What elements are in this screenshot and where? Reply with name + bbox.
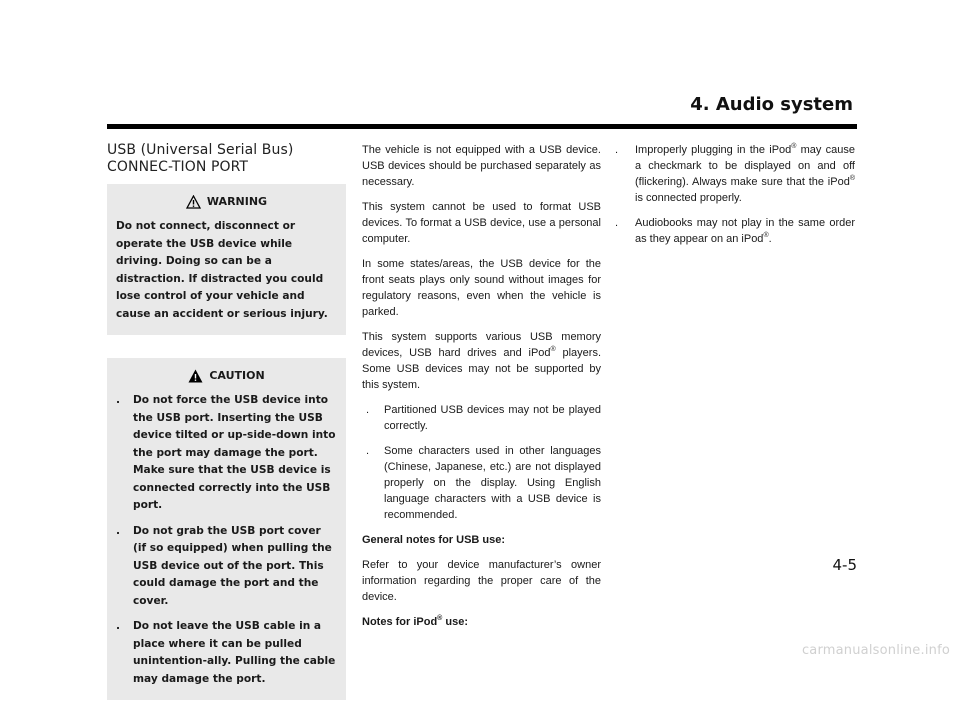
watermark: carmanualsonline.info	[801, 643, 950, 658]
registered-mark: ®	[550, 346, 556, 353]
chapter-title: 4. Audio system	[690, 94, 853, 115]
page-number: 4-5	[832, 556, 857, 574]
bullet-dot: .	[116, 524, 121, 537]
ipod-notes-heading: Notes for iPod® use:	[362, 615, 469, 628]
caution-item: . Do not grab the USB port cover (if so equipped) when pulling the USB device out of the port. This could damage the port and the cover.	[116, 524, 332, 607]
list-item: . Partitioned USB devices may not be played correctly.	[366, 404, 601, 432]
column-left	[107, 142, 346, 712]
section-heading: USB (Universal Serial Bus) CONNEC-TION PORT	[107, 142, 294, 175]
header-rule	[107, 124, 857, 129]
usb-notes-list	[362, 402, 601, 523]
caution-box	[107, 358, 346, 700]
paragraph: This system supports various USB memory devices, USB hard drives and iPod® players. Some USB devices may not be supported by this system.	[362, 331, 602, 391]
column-right	[615, 142, 855, 256]
bullet-dot: .	[615, 217, 619, 229]
paragraph: Refer to your device manufacturer’s owner information regarding the proper care of the device.	[362, 559, 601, 603]
warning-box	[107, 184, 346, 335]
paragraph: The vehicle is not equipped with a USB device. USB devices should be purchased separately as necessary.	[362, 144, 601, 188]
warning-icon	[186, 195, 201, 209]
list-item: . Some characters used in other languages (Chinese, Japanese, etc.) are not displayed properly on the display. Using English language characters with a USB device is recommended.	[366, 445, 601, 521]
ipod-notes-list	[615, 142, 855, 247]
bullet-dot: .	[366, 445, 370, 457]
warning-title-text: WARNING	[206, 195, 268, 209]
general-notes-heading: General notes for USB use:	[362, 534, 506, 546]
paragraph: This system cannot be used to format USB devices. To format a USB device, use a personal computer.	[362, 201, 601, 245]
list-item: . Audiobooks may not play in the same order as they appear on an iPod®.	[615, 217, 855, 245]
bullet-dot: .	[366, 404, 370, 416]
caution-icon	[188, 369, 203, 383]
caution-title	[116, 366, 337, 386]
bullet-dot: .	[116, 394, 121, 406]
caution-title-text: CAUTION	[209, 369, 265, 383]
caution-item: . Do not leave the USB cable in a place where it can be pulled unintention-ally. Pulling the cable may damage the port.	[116, 620, 336, 685]
caution-item: . Do not force the USB device into the USB port. Inserting the USB device tilted or up-side-down into the port may damage the port. Make sure that the USB device is connected correctly into the USB port.	[116, 394, 336, 511]
column-middle	[362, 142, 601, 639]
registered-mark: ®	[437, 615, 443, 622]
warning-title	[116, 192, 337, 212]
list-item: . Improperly plugging in the iPod® may cause a checkmark to be displayed on and off (flickering). Always make sure that the iPod® is connected properly.	[615, 143, 855, 204]
bullet-dot: .	[116, 620, 121, 632]
paragraph: In some states/areas, the USB device for the front seats plays only sound without images for regulatory reasons, even when the vehicle is parked.	[362, 258, 601, 318]
bullet-dot: .	[615, 144, 619, 156]
caution-list	[116, 392, 337, 688]
warning-text: Do not connect, disconnect or operate the USB device while driving. Doing so can be a distraction. If distracted you could lose control of your vehicle and cause an accident or serious injury.	[116, 220, 328, 320]
